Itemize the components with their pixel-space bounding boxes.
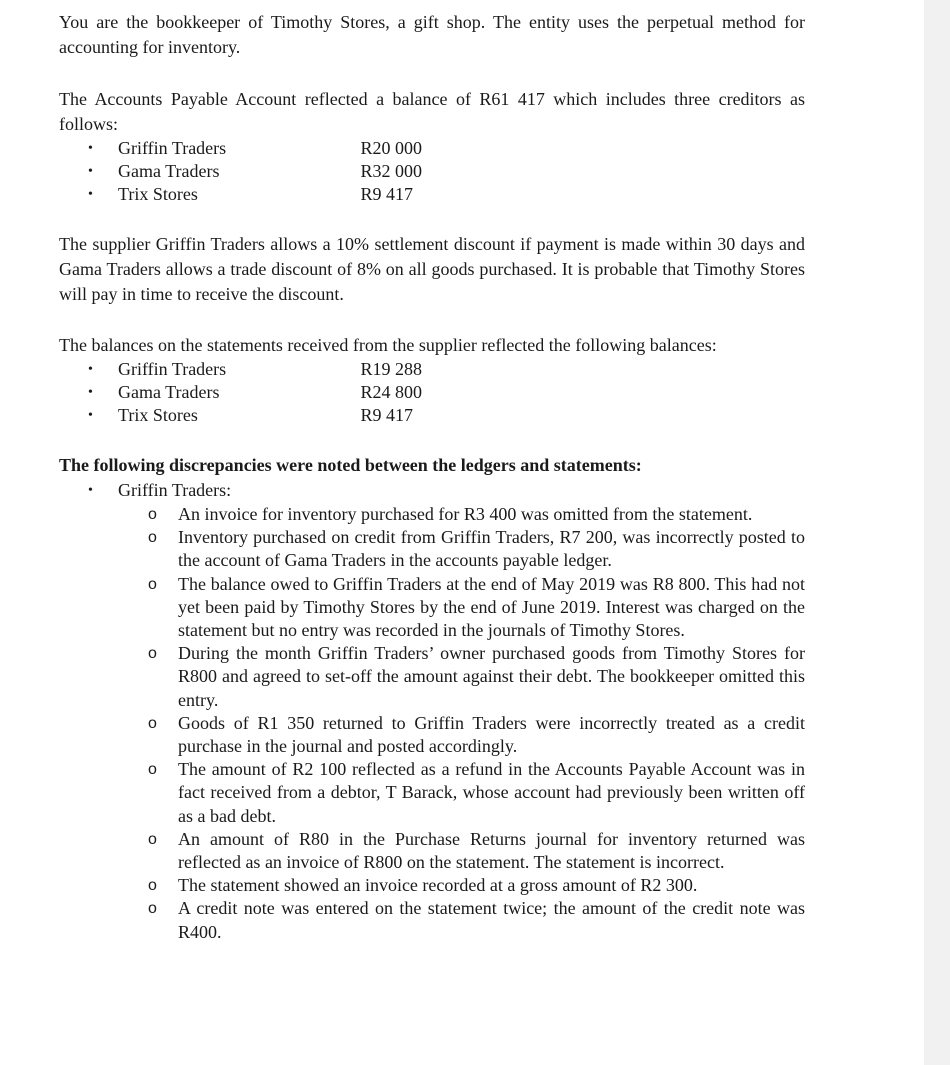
creditor-name: Griffin Traders — [118, 359, 227, 379]
list-item — [59, 874, 805, 897]
discrepancy-text: The amount of R2 100 reflected as a refund in the Accounts Payable Account was in fact received from a debtor, T Barack, whose account had previously been written off as a bad debt. — [178, 759, 805, 826]
list-item — [59, 897, 805, 943]
circle-bullet-icon: o — [148, 761, 157, 779]
list-item — [59, 526, 805, 572]
creditor-amount: R32 000 — [360, 161, 423, 181]
list-item — [59, 712, 805, 758]
discrepancy-text: During the month Griffin Traders’ owner purchased goods from Timothy Stores for R800 and agreed to set-off the amount against their debt. The bookkeeper omitted this entry. — [178, 643, 805, 710]
creditor-amount: R24 800 — [360, 382, 423, 402]
statement-paragraph: The balances on the statements received from the supplier reflected the following balances: — [59, 335, 717, 355]
creditor-name: Trix Stores — [118, 405, 198, 425]
ledger-creditor-list — [59, 137, 805, 206]
creditor-name: Gama Traders — [118, 382, 220, 402]
circle-bullet-icon: o — [148, 506, 157, 523]
griffin-traders-item — [59, 478, 805, 503]
bullet-icon: • — [88, 362, 93, 377]
bullet-icon: • — [88, 483, 93, 498]
list-item — [59, 160, 805, 183]
list-item — [59, 381, 805, 404]
discrepancy-text: An invoice for inventory purchased for R3 400 was omitted from the statement. — [178, 504, 753, 524]
circle-bullet-icon: o — [148, 529, 157, 547]
discount-paragraph: The supplier Griffin Traders allows a 10% settlement discount if payment is made within 30 days and Gama Traders allows a trade discount of 8% on all goods purchased. It is probable that Timothy Stores will pay in time to receive the discount. — [59, 234, 805, 304]
spacer — [59, 427, 805, 453]
discrepancy-text: The statement showed an invoice recorded at a gross amount of R2 300. — [178, 875, 698, 896]
creditor-amount: R20 000 — [360, 138, 423, 158]
circle-bullet-icon: o — [148, 830, 157, 848]
discrepancy-text: The balance owed to Griffin Traders at the end of May 2019 was R8 800. This had not yet been paid by Timothy Stores by the end of June 2019. Interest was charged on the statement but no entry was recorded in the journals of Timothy Stores. — [178, 573, 805, 641]
list-item — [59, 758, 805, 828]
side-strip — [924, 0, 950, 1065]
circle-bullet-icon: o — [148, 645, 157, 663]
bullet-icon: • — [88, 141, 93, 156]
list-item — [59, 404, 805, 427]
creditor-amount: R9 417 — [360, 405, 414, 425]
griffin-discrepancy-list — [59, 503, 805, 944]
ap-balance-paragraph: The Accounts Payable Account reflected a balance of R61 417 which includes three creditors as follows: — [59, 89, 805, 134]
creditor-name: Trix Stores — [118, 184, 198, 204]
creditor-name: Griffin Traders — [118, 138, 227, 158]
creditor-amount: R19 288 — [360, 359, 423, 379]
list-item — [59, 183, 805, 206]
list-item — [59, 358, 805, 381]
circle-bullet-icon: o — [148, 900, 157, 918]
list-item — [59, 828, 805, 874]
circle-bullet-icon: o — [148, 575, 157, 593]
intro-paragraph: You are the bookkeeper of Timothy Stores, a gift shop. The entity uses the perpetual method for accounting for inventory. — [59, 12, 805, 57]
spacer — [59, 206, 805, 232]
circle-bullet-icon: o — [148, 714, 157, 732]
list-item — [59, 137, 805, 160]
statement-creditor-list — [59, 358, 805, 427]
spacer — [59, 307, 805, 333]
list-item — [59, 503, 805, 526]
list-item — [59, 573, 805, 643]
list-item — [59, 642, 805, 712]
bullet-icon: • — [88, 187, 93, 202]
discrepancy-text: A credit note was entered on the statement twice; the amount of the credit note was R400. — [178, 898, 805, 942]
creditor-amount: R9 417 — [360, 184, 414, 204]
bullet-icon: • — [88, 164, 93, 179]
discrepancies-heading: The following discrepancies were noted between the ledgers and statements: — [59, 455, 642, 475]
bullet-icon: • — [88, 408, 93, 423]
circle-bullet-icon: o — [148, 877, 157, 895]
discrepancy-text: An amount of R80 in the Purchase Returns journal for inventory returned was reflected as an invoice of R800 on the statement. The statement is incorrect. — [178, 828, 805, 873]
griffin-label: Griffin Traders: — [118, 480, 232, 500]
creditor-name: Gama Traders — [118, 161, 220, 181]
bullet-icon: • — [88, 385, 93, 400]
discrepancy-text: Goods of R1 350 returned to Griffin Traders were incorrectly treated as a credit purchase in the journal and posted accordingly. — [178, 712, 805, 757]
discrepancy-text: Inventory purchased on credit from Griffin Traders, R7 200, was incorrectly posted to the account of Gama Traders in the accounts payable ledger. — [178, 527, 805, 571]
document-page — [59, 10, 805, 944]
